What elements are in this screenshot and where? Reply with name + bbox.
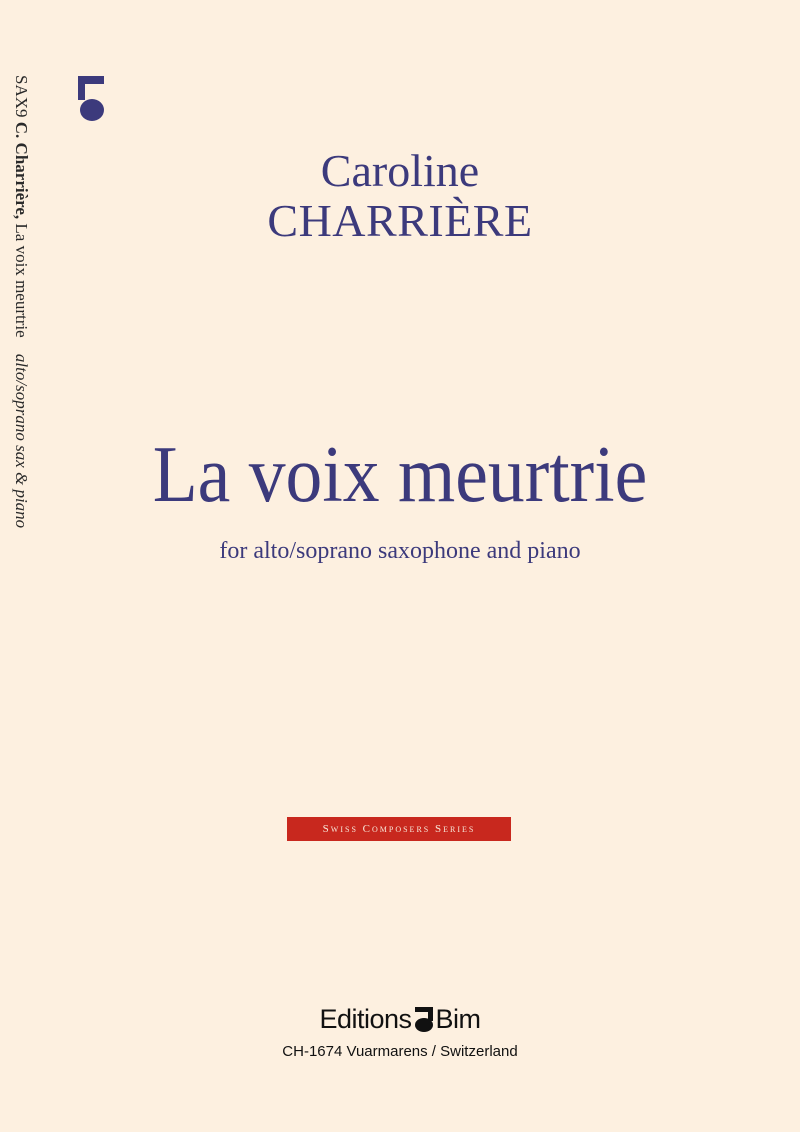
work-subtitle: for alto/soprano saxophone and piano: [219, 538, 581, 564]
spine-composer: C. Charrière,: [12, 121, 31, 220]
work-title: La voix meurtrie: [152, 431, 648, 519]
publisher-address: CH-1674 Vuarmarens / Switzerland: [282, 1043, 518, 1060]
composer-first-name: Caroline: [320, 145, 480, 196]
spine-code: SAX9: [12, 75, 31, 118]
publisher-name-part1: Editions: [319, 1004, 412, 1034]
publisher-logo: [0, 1002, 800, 1036]
composer-last-name: CHARRIÈRE: [267, 195, 533, 246]
publisher-name-part2: Bim: [435, 1004, 481, 1034]
spine-title: La voix meurtrie: [12, 223, 31, 338]
spine-instrumentation: alto/soprano sax & piano: [12, 353, 31, 529]
spine: [10, 75, 32, 529]
spine-text: [10, 75, 32, 528]
eighth-note-icon: [413, 1005, 435, 1033]
series-banner: Swiss Composers Series: [287, 817, 511, 841]
note-head-logo-icon: [78, 76, 104, 122]
